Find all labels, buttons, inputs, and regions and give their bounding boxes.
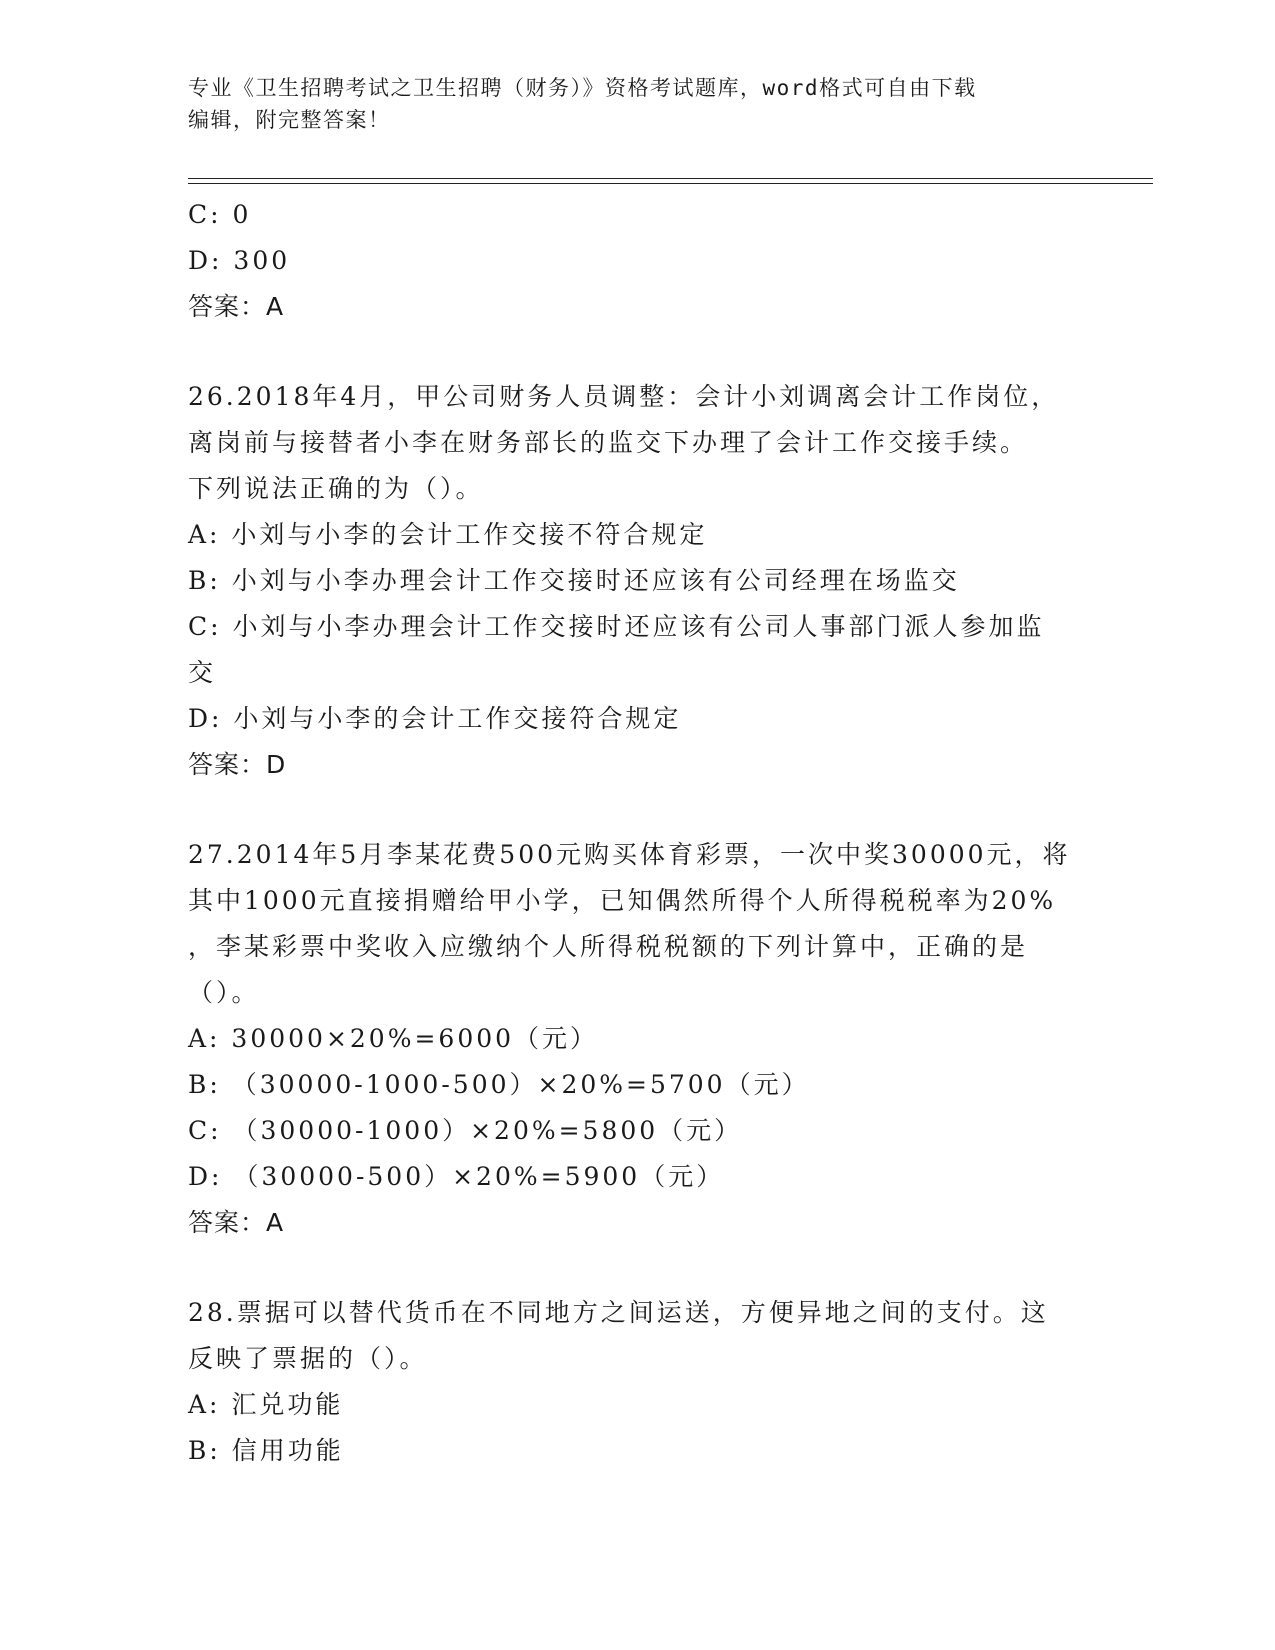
option-a: A: 30000×20%=6000（元）: [188, 1024, 599, 1053]
answer-line: 答案：A: [188, 292, 285, 321]
question-spacer: [188, 330, 1088, 374]
question-27: [188, 832, 1088, 1246]
question-stem-line: （）。: [188, 978, 260, 1007]
question-stem-line: ，李某彩票中奖收入应缴纳个人所得税税额的下列计算中，正确的是: [188, 932, 1029, 961]
header-divider-top: [188, 178, 1153, 179]
question-28: [188, 1290, 1088, 1474]
option-a: A: 汇兑功能: [188, 1390, 344, 1419]
answer-line: 答案：A: [188, 1208, 285, 1237]
question-26: [188, 374, 1088, 788]
question-spacer: [188, 788, 1088, 832]
question-stem-line: 离岗前与接替者小李在财务部长的监交下办理了会计工作交接手续。: [188, 428, 1029, 457]
question-stem-line: 其中1000元直接捐赠给甲小学，已知偶然所得个人所得税税率为20%: [188, 886, 1057, 915]
option-b: B: 小刘与小李办理会计工作交接时还应该有公司经理在场监交: [188, 566, 960, 595]
option-d: D: 小刘与小李的会计工作交接符合规定: [188, 704, 682, 733]
option-b: B: （30000-1000-500）×20%=5700（元）: [188, 1070, 810, 1099]
question-spacer: [188, 1246, 1088, 1290]
option-b: B: 信用功能: [188, 1436, 344, 1465]
answer-line: 答案：D: [188, 750, 287, 779]
question-list: [188, 192, 1088, 1474]
option-c-continued: 交: [188, 658, 217, 687]
header-line-2: 编辑，附完整答案！: [188, 108, 391, 132]
header-line-1: 专业《卫生招聘考试之卫生招聘（财务）》资格考试题库，word格式可自由下载: [188, 76, 977, 100]
option-c: C: 小刘与小李办理会计工作交接时还应该有公司人事部门派人参加监: [188, 612, 1045, 641]
question-stem-line: 下列说法正确的为（）。: [188, 474, 484, 503]
option-d: D: 300: [188, 246, 291, 275]
option-c: C: 0: [188, 200, 252, 229]
question-25-tail: [188, 192, 1088, 330]
question-stem-line: 27.2014年5月李某花费500元购买体育彩票，一次中奖30000元，将: [188, 840, 1071, 869]
question-stem-line: 26.2018年4月，甲公司财务人员调整：会计小刘调离会计工作岗位，: [188, 382, 1060, 411]
option-c: C: （30000-1000）×20%=5800（元）: [188, 1116, 743, 1145]
document-header: [188, 72, 1088, 136]
option-a: A: 小刘与小李的会计工作交接不符合规定: [188, 520, 708, 549]
option-d: D: （30000-500）×20%=5900（元）: [188, 1162, 725, 1191]
question-stem-line: 反映了票据的（）。: [188, 1344, 428, 1373]
header-divider-bottom: [188, 183, 1153, 184]
question-stem-line: 28.票据可以替代货币在不同地方之间运送，方便异地之间的支付。这: [188, 1298, 1049, 1327]
